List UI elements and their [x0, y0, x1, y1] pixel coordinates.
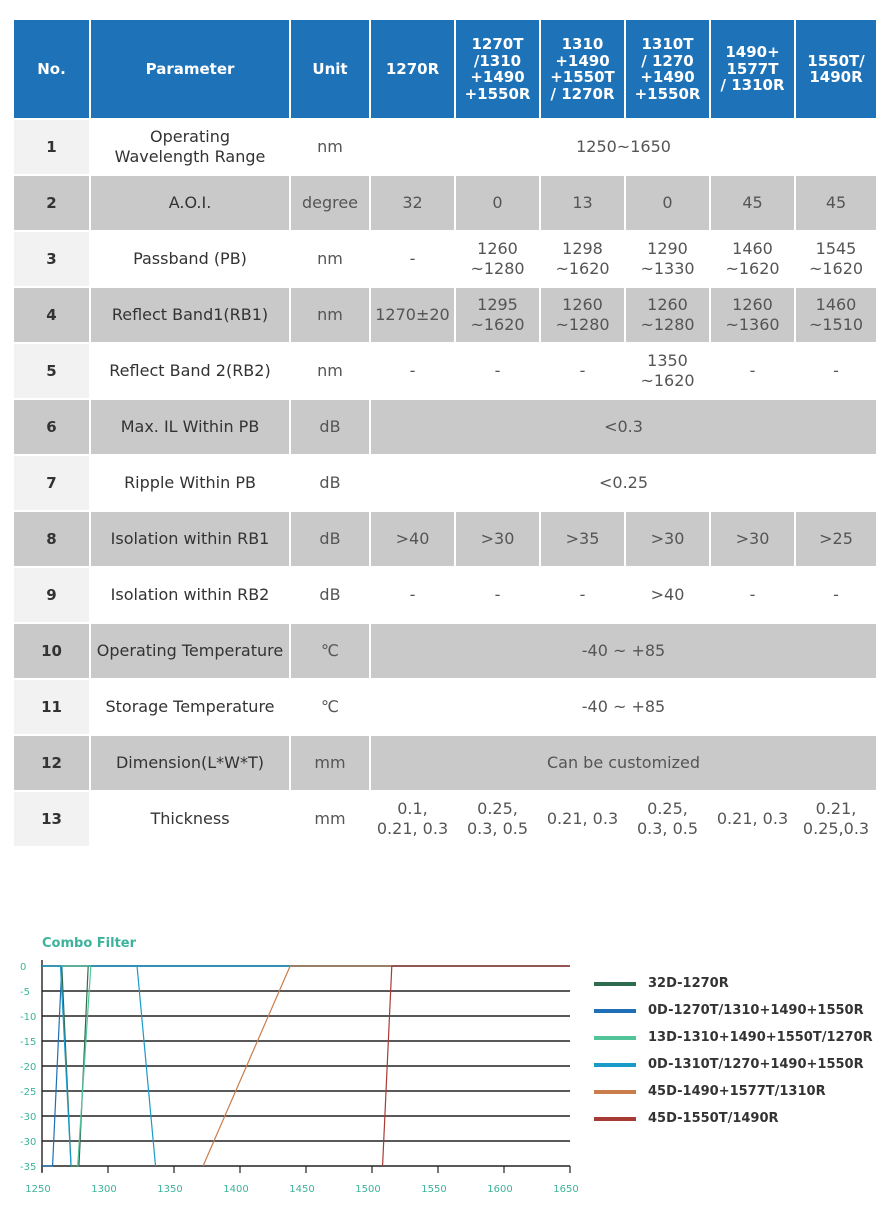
- x-tick-label: 1550: [421, 1184, 447, 1195]
- legend-item: [594, 1051, 873, 1078]
- x-tick-label: 1650: [553, 1184, 579, 1195]
- table-header-cell: 1550T/ 1490R: [796, 20, 876, 118]
- table-cell: 1260 ~1280: [456, 232, 539, 286]
- y-tick-label: 0: [20, 962, 27, 973]
- table-row: [14, 512, 876, 566]
- x-tick-label: 1600: [487, 1184, 513, 1195]
- table-header-cell: No.: [14, 20, 89, 118]
- table-cell: 1350 ~1620: [626, 344, 709, 398]
- table-cell: -: [371, 232, 454, 286]
- table-cell: -: [796, 344, 876, 398]
- chart-legend: [594, 970, 873, 1132]
- table-cell: >30: [711, 512, 794, 566]
- table-cell: Passband (PB): [91, 232, 289, 286]
- table-cell: 0.21, 0.25,0.3: [796, 792, 876, 846]
- table-cell: ℃: [291, 680, 369, 734]
- table-cell: >30: [456, 512, 539, 566]
- table-cell: -: [541, 568, 624, 622]
- table-cell: Isolation within RB1: [91, 512, 289, 566]
- table-cell: 1295 ~1620: [456, 288, 539, 342]
- y-tick-label: -10: [20, 1012, 37, 1023]
- legend-item: [594, 1024, 873, 1051]
- table-row: [14, 232, 876, 286]
- legend-label: 0D-1270T/1310+1490+1550R: [648, 1003, 864, 1018]
- legend-swatch: [594, 1036, 636, 1040]
- table-cell: 0.25, 0.3, 0.5: [456, 792, 539, 846]
- table-cell: >40: [626, 568, 709, 622]
- table-row: [14, 176, 876, 230]
- legend-item: [594, 1078, 873, 1105]
- table-cell: -: [711, 344, 794, 398]
- table-cell: 1260 ~1360: [711, 288, 794, 342]
- table-cell: 7: [14, 456, 89, 510]
- legend-label: 45D-1550T/1490R: [648, 1111, 779, 1126]
- table-cell: 8: [14, 512, 89, 566]
- table-body: [14, 120, 876, 846]
- table-header-cell: Unit: [291, 20, 369, 118]
- table-cell: 1270±20: [371, 288, 454, 342]
- table-cell: 10: [14, 624, 89, 678]
- table-cell: 4: [14, 288, 89, 342]
- table-header-cell: 1270T /1310 +1490 +1550R: [456, 20, 539, 118]
- table-cell: <0.3: [371, 400, 876, 454]
- table-cell: 0.21, 0.3: [711, 792, 794, 846]
- table-header-row: [14, 20, 876, 118]
- table-cell: nm: [291, 232, 369, 286]
- table-cell: 1298 ~1620: [541, 232, 624, 286]
- table-header-cell: 1270R: [371, 20, 454, 118]
- table-cell: 11: [14, 680, 89, 734]
- table-row: [14, 736, 876, 790]
- table-cell: degree: [291, 176, 369, 230]
- table-cell: 1460 ~1510: [796, 288, 876, 342]
- table-cell: 45: [796, 176, 876, 230]
- x-tick-label: 1400: [223, 1184, 249, 1195]
- table-header-cell: Parameter: [91, 20, 289, 118]
- table-row: [14, 120, 876, 174]
- y-tick-label: -25: [20, 1087, 37, 1098]
- table-cell: dB: [291, 568, 369, 622]
- table-cell: 5: [14, 344, 89, 398]
- table-row: [14, 568, 876, 622]
- y-tick-label: -35: [20, 1162, 37, 1173]
- table-cell: 1290 ~1330: [626, 232, 709, 286]
- table-cell: Can be customized: [371, 736, 876, 790]
- table-cell: 0.1, 0.21, 0.3: [371, 792, 454, 846]
- table-cell: -: [456, 344, 539, 398]
- table-cell: 0.21, 0.3: [541, 792, 624, 846]
- table-header-cell: 1310T / 1270 +1490 +1550R: [626, 20, 709, 118]
- y-tick-label: -15: [20, 1037, 37, 1048]
- table-cell: >40: [371, 512, 454, 566]
- table-cell: 32: [371, 176, 454, 230]
- x-tick-label: 1300: [91, 1184, 117, 1195]
- table-cell: -: [456, 568, 539, 622]
- table-header-cell: 1310 +1490 +1550T / 1270R: [541, 20, 624, 118]
- x-tick-label: 1450: [289, 1184, 315, 1195]
- table-header-cell: 1490+ 1577T / 1310R: [711, 20, 794, 118]
- table-cell: 1: [14, 120, 89, 174]
- table-cell: -: [371, 344, 454, 398]
- table-cell: Operating Wavelength Range: [91, 120, 289, 174]
- legend-swatch: [594, 1063, 636, 1067]
- table-row: [14, 792, 876, 846]
- table-cell: 0: [626, 176, 709, 230]
- table-cell: 45: [711, 176, 794, 230]
- legend-swatch: [594, 1090, 636, 1094]
- table-cell: Reflect Band1(RB1): [91, 288, 289, 342]
- table-cell: dB: [291, 512, 369, 566]
- table-cell: -40 ~ +85: [371, 624, 876, 678]
- table-cell: Isolation within RB2: [91, 568, 289, 622]
- table-cell: Reflect Band 2(RB2): [91, 344, 289, 398]
- legend-swatch: [594, 1009, 636, 1013]
- y-tick-label: -20: [20, 1062, 37, 1073]
- table-cell: 9: [14, 568, 89, 622]
- table-cell: -: [371, 568, 454, 622]
- chart-title: Combo Filter: [42, 936, 137, 951]
- y-tick-label: -30: [20, 1137, 37, 1148]
- table-cell: >25: [796, 512, 876, 566]
- table-row: [14, 288, 876, 342]
- table-cell: nm: [291, 344, 369, 398]
- table-cell: nm: [291, 120, 369, 174]
- table-cell: nm: [291, 288, 369, 342]
- spec-table: [12, 18, 878, 848]
- table-row: [14, 344, 876, 398]
- legend-label: 45D-1490+1577T/1310R: [648, 1084, 826, 1099]
- table-cell: >30: [626, 512, 709, 566]
- x-tick-label: 1350: [157, 1184, 183, 1195]
- table-cell: Dimension(L*W*T): [91, 736, 289, 790]
- table-cell: A.O.I.: [91, 176, 289, 230]
- table-row: [14, 624, 876, 678]
- table-cell: 6: [14, 400, 89, 454]
- x-tick-label: 1250: [25, 1184, 51, 1195]
- legend-item: [594, 970, 873, 997]
- table-cell: dB: [291, 400, 369, 454]
- table-cell: 1260 ~1280: [626, 288, 709, 342]
- chart: [0, 930, 884, 1206]
- table-cell: 0: [456, 176, 539, 230]
- y-tick-label: -5: [20, 987, 30, 998]
- table-cell: Storage Temperature: [91, 680, 289, 734]
- legend-swatch: [594, 1117, 636, 1121]
- table-cell: mm: [291, 736, 369, 790]
- table-cell: >35: [541, 512, 624, 566]
- table-cell: 1545 ~1620: [796, 232, 876, 286]
- x-tick-label: 1500: [355, 1184, 381, 1195]
- table-cell: 13: [541, 176, 624, 230]
- table-cell: mm: [291, 792, 369, 846]
- legend-item: [594, 997, 873, 1024]
- table-cell: -: [541, 344, 624, 398]
- table-cell: 13: [14, 792, 89, 846]
- table-cell: 3: [14, 232, 89, 286]
- table-cell: dB: [291, 456, 369, 510]
- table-cell: Max. IL Within PB: [91, 400, 289, 454]
- table-cell: 1260 ~1280: [541, 288, 624, 342]
- table-cell: <0.25: [371, 456, 876, 510]
- table-cell: 0.25, 0.3, 0.5: [626, 792, 709, 846]
- legend-label: 0D-1310T/1270+1490+1550R: [648, 1057, 864, 1072]
- table-row: [14, 400, 876, 454]
- table-cell: Thickness: [91, 792, 289, 846]
- table-cell: ℃: [291, 624, 369, 678]
- table-cell: -40 ~ +85: [371, 680, 876, 734]
- table-cell: Ripple Within PB: [91, 456, 289, 510]
- y-tick-label: -30: [20, 1112, 37, 1123]
- table-row: [14, 680, 876, 734]
- legend-label: 32D-1270R: [648, 976, 729, 991]
- table-cell: 1250~1650: [371, 120, 876, 174]
- table-cell: 1460 ~1620: [711, 232, 794, 286]
- legend-swatch: [594, 982, 636, 986]
- table-cell: -: [796, 568, 876, 622]
- table-cell: -: [711, 568, 794, 622]
- table-cell: 2: [14, 176, 89, 230]
- table-row: [14, 456, 876, 510]
- legend-item: [594, 1105, 873, 1132]
- table-cell: Operating Temperature: [91, 624, 289, 678]
- legend-label: 13D-1310+1490+1550T/1270R: [648, 1030, 873, 1045]
- table-cell: 12: [14, 736, 89, 790]
